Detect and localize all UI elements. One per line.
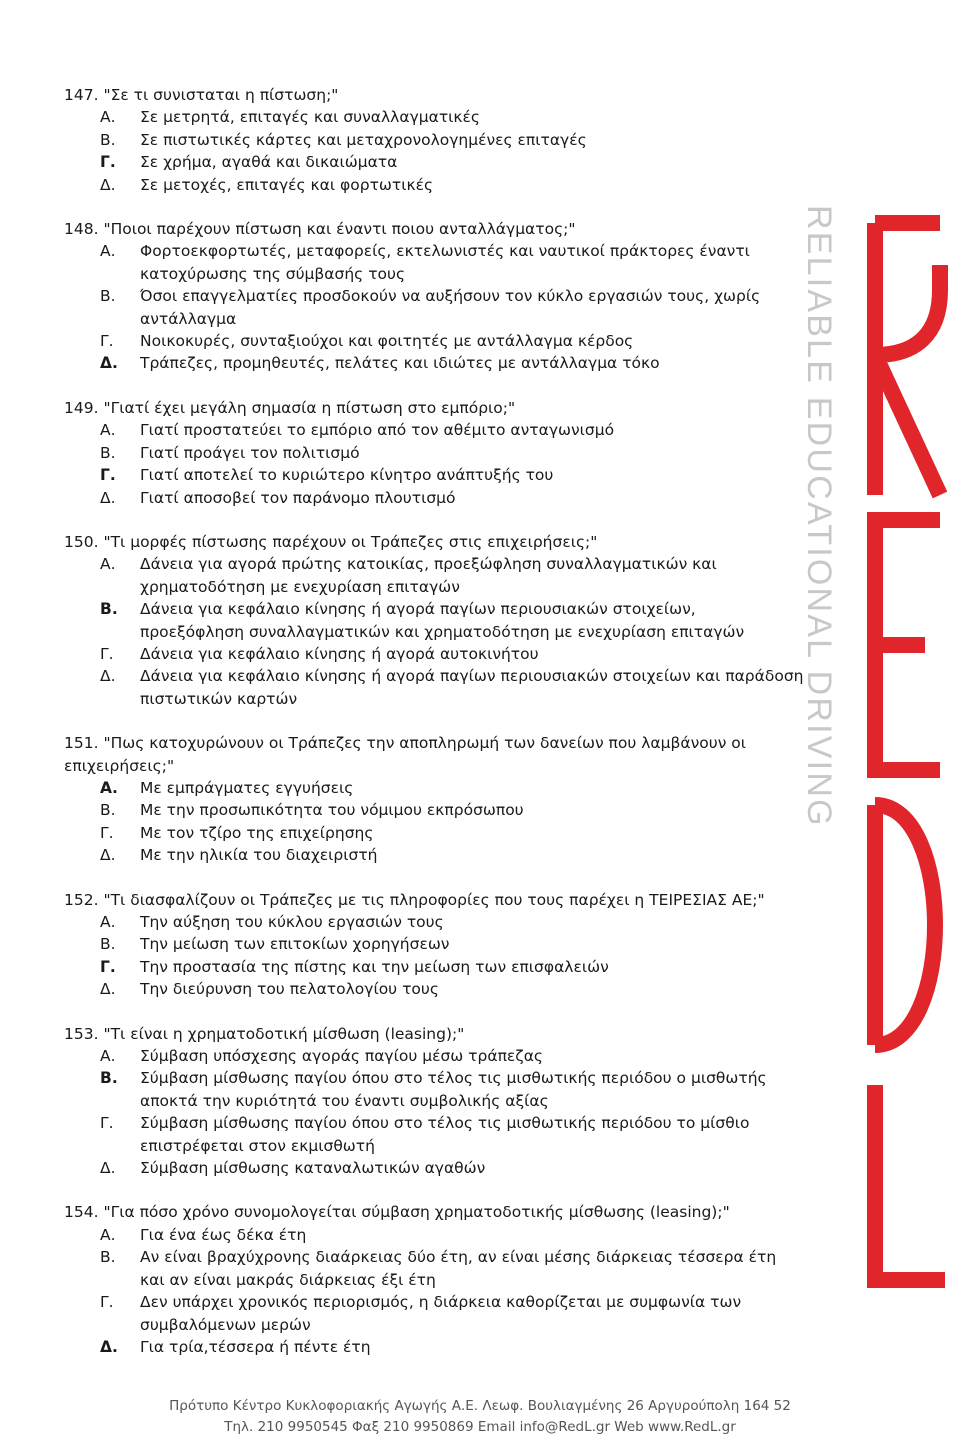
question bbox=[64, 397, 804, 509]
answer-option bbox=[64, 799, 804, 821]
option-text: Δάνεια για κεφάλαιο κίνησης ή αγορά παγίων περιουσιακών στοιχείων, προεξόφληση συναλλαγματικών και χρηματοδότηση με ενεχυρίαση επιταγών bbox=[140, 600, 745, 641]
option-letter: Δ. bbox=[100, 488, 116, 507]
logo-letter-e bbox=[875, 520, 940, 770]
option-letter: Δ. bbox=[100, 667, 116, 686]
option-letter: Β. bbox=[100, 935, 116, 954]
option-letter: Γ. bbox=[100, 957, 116, 976]
option-text: Με εμπράγματες εγγυήσεις bbox=[140, 778, 354, 797]
option-text: Με την ηλικία του διαχειριστή bbox=[140, 846, 378, 865]
option-text: Με την προσωπικότητα του νόμιμου εκπρόσωπου bbox=[140, 801, 524, 820]
option-letter: Β. bbox=[100, 1069, 118, 1088]
watermark-text: RELIABLE EDUCATIONAL DRIVING bbox=[800, 205, 838, 828]
option-letter: Α. bbox=[100, 913, 116, 931]
option-letter: Δ. bbox=[100, 175, 116, 194]
option-text: Δεν υπάρχει χρονικός περιορισμός, η διάρκεια καθορίζεται με συμφωνία των συμβαλόμενων μερών bbox=[140, 1293, 742, 1334]
option-letter: Γ. bbox=[100, 153, 116, 172]
logo-letter-l bbox=[875, 1085, 945, 1280]
option-letter: Α. bbox=[100, 421, 116, 440]
option-letter: Δ. bbox=[100, 1337, 118, 1356]
answer-option bbox=[64, 777, 804, 799]
option-letter: Β. bbox=[100, 1248, 116, 1267]
answer-option bbox=[64, 106, 804, 128]
answer-option bbox=[64, 1224, 804, 1246]
answer-option bbox=[64, 1246, 804, 1291]
question-title: 149. "Γιατί έχει μεγάλη σημασία η πίστωση στο εμπόριο;" bbox=[64, 398, 516, 417]
option-letter: Α. bbox=[100, 1225, 116, 1244]
footer-contact: Τηλ. 210 9950545 Φαξ 210 9950869 Email info@RedL.gr Web www.RedL.gr bbox=[224, 1419, 736, 1435]
option-text: Γιατί αποτελεί το κυριώτερο κίνητρο ανάπτυξής του bbox=[140, 466, 554, 485]
option-text: Νοικοκυρές, συνταξιούχοι και φοιτητές με αντάλλαγμα κέρδος bbox=[140, 332, 634, 351]
option-text: Σε χρήμα, αγαθά και δικαιώματα bbox=[140, 153, 398, 172]
option-text: Σε πιστωτικές κάρτες και μεταχρονολογημένες επιταγές bbox=[140, 130, 587, 149]
answer-option bbox=[64, 933, 804, 955]
option-letter: Β. bbox=[100, 130, 116, 149]
answer-option bbox=[64, 553, 804, 598]
option-text: Όσοι επαγγελματίες προσδοκούν να αυξήσουν τον κύκλο εργασιών τους, χωρίς αντάλλαγμα bbox=[140, 287, 761, 328]
option-text: Σε μετοχές, επιταγές και φορτωτικές bbox=[140, 175, 434, 194]
answer-option bbox=[64, 330, 804, 352]
option-text: Σε μετρητά, επιταγές και συναλλαγματικές bbox=[140, 108, 481, 127]
answer-option bbox=[64, 464, 804, 486]
question-title: 150. "Τι μορφές πίστωσης παρέχουν οι Τράπεζες στις επιχειρήσεις;" bbox=[64, 532, 598, 551]
option-letter: Α. bbox=[100, 778, 118, 797]
question bbox=[64, 1023, 804, 1180]
question-title: 148. "Ποιοι παρέχουν πίστωση και έναντι ποιου ανταλλάγματος;" bbox=[64, 220, 576, 239]
option-text: Δάνεια για κεφάλαιο κίνησης ή αγορά παγίων περιουσιακών στοιχείων και παράδοση πιστωτικών καρτών bbox=[140, 667, 804, 708]
answer-option bbox=[64, 174, 804, 196]
option-letter: Α. bbox=[100, 108, 116, 127]
logo-letter-r bbox=[875, 223, 940, 495]
answer-option bbox=[64, 419, 804, 441]
option-letter: Δ. bbox=[100, 354, 118, 373]
option-letter: Α. bbox=[100, 1047, 116, 1066]
question-title: 147. "Σε τι συνισταται η πίστωση;" bbox=[64, 86, 339, 104]
answer-option bbox=[64, 956, 804, 978]
option-letter: Α. bbox=[100, 242, 116, 261]
logo-letter-d bbox=[875, 805, 935, 1045]
option-letter: Γ. bbox=[100, 644, 114, 663]
option-letter: Γ. bbox=[100, 1293, 114, 1312]
answer-option bbox=[64, 1067, 804, 1112]
option-letter: Δ. bbox=[100, 1159, 116, 1178]
option-letter: Γ. bbox=[100, 1114, 114, 1133]
option-text: Σύμβαση μίσθωσης καταναλωτικών αγαθών bbox=[140, 1159, 486, 1178]
option-letter: Δ. bbox=[100, 846, 116, 865]
answer-option bbox=[64, 352, 804, 374]
option-text: Γιατί αποσοβεί τον παράνομο πλουτισμό bbox=[140, 488, 456, 507]
answer-option bbox=[64, 978, 804, 1000]
answer-option bbox=[64, 844, 804, 866]
option-text: Την μείωση των επιτοκίων χορηγήσεων bbox=[140, 935, 450, 954]
option-letter: Α. bbox=[100, 555, 116, 574]
question-title: 151. "Πως κατοχυρώνουν οι Τράπεζες την αποπληρωμή των δανείων που λαμβάνουν οι επιχειρήσεις;" bbox=[64, 734, 747, 775]
option-letter: Β. bbox=[100, 801, 116, 820]
question bbox=[64, 218, 804, 375]
option-letter: Γ. bbox=[100, 466, 116, 485]
question bbox=[64, 84, 804, 196]
option-letter: Δ. bbox=[100, 980, 116, 999]
answer-option bbox=[64, 442, 804, 464]
answer-option bbox=[64, 1045, 804, 1067]
question-title: 154. "Για πόσο χρόνο συνομολογείται σύμβαση χρηματοδοτικής μίσθωσης (leasing);" bbox=[64, 1203, 730, 1222]
question bbox=[64, 889, 804, 1001]
option-letter: Γ. bbox=[100, 823, 114, 842]
question bbox=[64, 732, 804, 866]
option-text: Δάνεια για αγορά πρώτης κατοικίας, προεξώφληση συναλλαγματικών και χρηματοδότηση με ενεχυρίαση επιταγών bbox=[140, 555, 717, 596]
answer-option bbox=[64, 911, 804, 933]
answer-option bbox=[64, 129, 804, 151]
question-list bbox=[64, 84, 804, 1380]
answer-option bbox=[64, 240, 804, 285]
option-text: Την προστασία της πίστης και την μείωση των επισφαλειών bbox=[140, 957, 609, 976]
answer-option bbox=[64, 822, 804, 844]
answer-option bbox=[64, 643, 804, 665]
option-letter: Β. bbox=[100, 443, 116, 462]
option-letter: Β. bbox=[100, 287, 116, 306]
option-text: Αν είναι βραχύχρονης διαάρκειας δύο έτη, αν είναι μέσης διάρκειας τέσσερα έτη και αν είναι μακράς διάρκειας έξι έτη bbox=[140, 1248, 777, 1289]
question bbox=[64, 1201, 804, 1358]
option-text: Την διεύρυνση του πελατολογίου τους bbox=[140, 980, 439, 999]
option-text: Για τρία,τέσσερα ή πέντε έτη bbox=[140, 1337, 371, 1356]
answer-option bbox=[64, 1336, 804, 1358]
option-letter: Γ. bbox=[100, 332, 114, 351]
answer-option bbox=[64, 285, 804, 330]
answer-option bbox=[64, 665, 804, 710]
option-text: Γιατί προστατεύει το εμπόριο από τον αθέμιτο ανταγωνισμό bbox=[140, 421, 615, 440]
answer-option bbox=[64, 1157, 804, 1179]
option-text: Γιατί προάγει τον πολιτισμό bbox=[140, 443, 360, 462]
option-text: Δάνεια για κεφάλαιο κίνησης ή αγορά αυτοκινήτου bbox=[140, 644, 539, 663]
option-text: Με τον τζίρο της επιχείρησης bbox=[140, 823, 374, 842]
option-text: Για ένα έως δέκα έτη bbox=[140, 1225, 307, 1244]
option-text: Σύμβαση μίσθωσης παγίου όπου στο τέλος τις μισθωτικής περιόδου το μίσθιο επιστρέφεται στον εκμισθωτή bbox=[140, 1114, 750, 1155]
question bbox=[64, 531, 804, 710]
answer-option bbox=[64, 1291, 804, 1336]
question-title: 152. "Τι διασφαλίζουν οι Τράπεζες με τις πληροφορίες που τους παρέχει η ΤΕΙΡΕΣΙΑΣ ΑΕ;" bbox=[64, 890, 765, 909]
option-text: Σύμβαση μίσθωσης παγίου όπου στο τέλος τις μισθωτικής περιόδου ο μισθωτής αποκτά την κυριότητά του έναντι συμβολικής αξίας bbox=[140, 1069, 767, 1110]
redl-logo bbox=[845, 205, 960, 1295]
question-title: 153. "Τι είναι η χρηματοδοτική μίσθωση (leasing);" bbox=[64, 1024, 465, 1043]
option-text: Τράπεζες, προμηθευτές, πελάτες και ιδιώτες με αντάλλαγμα τόκο bbox=[140, 354, 660, 373]
answer-option bbox=[64, 1112, 804, 1157]
footer-address: Πρότυπο Κέντρο Κυκλοφοριακής Αγωγής Α.Ε. Λεωφ. Βουλιαγμένης 26 Αργυρούπολη 164 52 bbox=[169, 1398, 791, 1414]
answer-option bbox=[64, 598, 804, 643]
option-letter: Β. bbox=[100, 600, 118, 619]
option-text: Την αύξηση του κύκλου εργασιών τους bbox=[140, 913, 444, 931]
answer-option bbox=[64, 487, 804, 509]
option-text: Σύμβαση υπόσχεσης αγοράς παγίου μέσω τράπεζας bbox=[140, 1047, 544, 1066]
answer-option bbox=[64, 151, 804, 173]
option-text: Φορτοεκφορτωτές, μεταφορείς, εκτελωνιστές και ναυτικοί πράκτορες έναντι κατοχύρωσης της σύμβασής τους bbox=[140, 242, 750, 283]
